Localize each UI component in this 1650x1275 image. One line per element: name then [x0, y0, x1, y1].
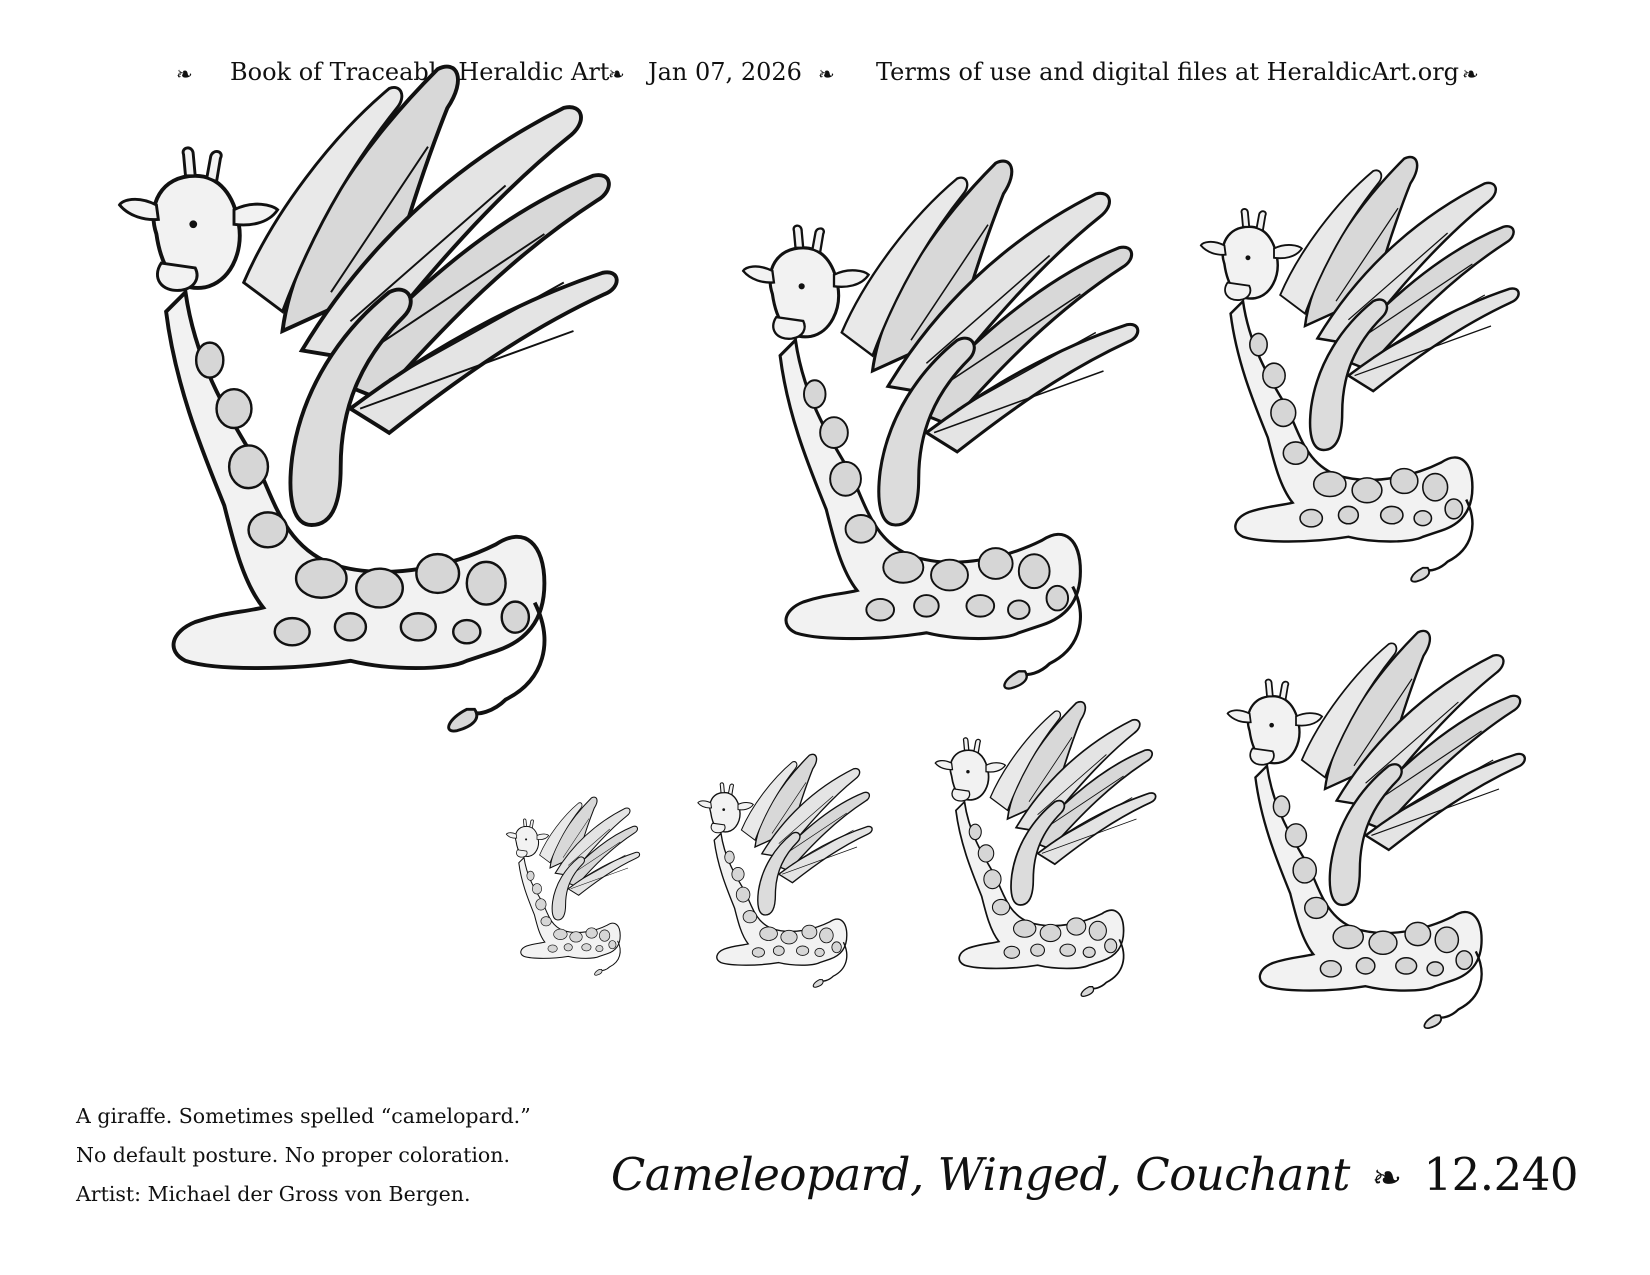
header-fleuron-1: ❧ — [176, 62, 193, 86]
giraffe-medium-2 — [1201, 157, 1519, 582]
plate-title: Cameleopard, Winged, Couchant — [610, 1148, 1350, 1201]
giraffe-small-2 — [698, 754, 872, 987]
description-block — [76, 1097, 531, 1214]
giraffe-large — [120, 67, 617, 731]
header-date: Jan 07, 2026 — [648, 58, 802, 86]
book-title: Book of Traceable Heraldic Art — [230, 58, 610, 86]
terms-link[interactable]: Terms of use and digital files at HeraldicArt.org — [876, 58, 1460, 86]
giraffe-medium-3 — [1228, 631, 1525, 1028]
header-fleuron-3: ❧ — [818, 62, 835, 86]
plate-number: 12.240 — [1423, 1148, 1578, 1201]
description-line-2: No default posture. No proper coloration. — [76, 1143, 510, 1167]
giraffe-small-1 — [506, 797, 639, 975]
header-fleuron-4: ❧ — [1462, 62, 1479, 86]
plate-title-block — [611, 1148, 1578, 1201]
description-line-3: Artist: Michael der Gross von Bergen. — [76, 1182, 471, 1206]
giraffe-small-3 — [935, 702, 1155, 997]
giraffe-medium-1 — [743, 161, 1138, 688]
title-fleuron: ❧ — [1371, 1158, 1402, 1199]
description-line-1: A giraffe. Sometimes spelled “camelopard.” — [76, 1104, 531, 1128]
header-fleuron-2: ❧ — [608, 62, 625, 86]
